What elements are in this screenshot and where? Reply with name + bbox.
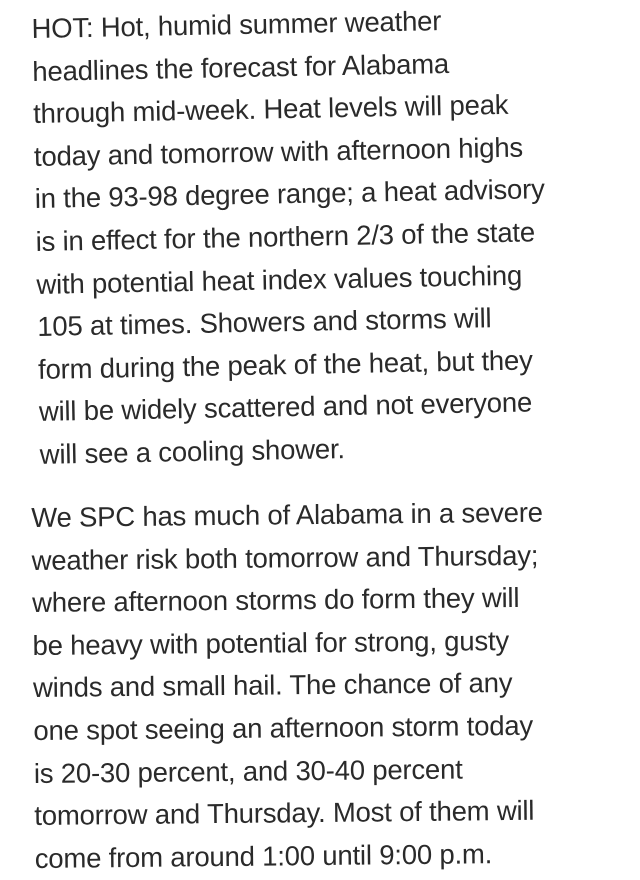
text-line: 105 at times. Showers and storms will — [36, 302, 492, 343]
text-line: will be widely scattered and not everyone — [38, 386, 533, 428]
forecast-paragraph-heat — [31, 0, 629, 476]
text-line: winds and small hail. The chance of any — [32, 666, 513, 703]
text-line: headlines the forecast for Alabama — [32, 47, 450, 87]
text-line: is 20-30 percent, and 30-40 percent — [33, 752, 463, 789]
text-line: will see a cooling shower. — [39, 432, 346, 470]
text-line: through mid-week. Heat levels will peak — [32, 89, 509, 130]
text-line: weather risk both tomorrow and Thursday; — [31, 538, 539, 576]
text-line: where afternoon storms do form they will — [31, 581, 520, 618]
text-line: with potential heat index values touching — [36, 259, 523, 300]
text-line: today and tomorrow with afternoon highs — [33, 131, 524, 172]
text-line: be heavy with potential for strong, gusty — [32, 624, 510, 661]
forecast-paragraph-storms — [31, 490, 624, 879]
text-line: form during the peak of the heat, but they — [37, 344, 533, 385]
text-line: We SPC has much of Alabama in a severe — [31, 496, 543, 533]
text-line: HOT: Hot, humid summer weather — [31, 5, 442, 44]
text-line: come from around 1:00 until 9:00 p.m. — [34, 837, 493, 874]
text-line: is in effect for the northern 2/3 of the state — [35, 216, 536, 257]
text-line: tomorrow and Thursday. Most of them will — [34, 794, 535, 831]
text-line: in the 93-98 degree range; a heat advisory — [34, 173, 545, 215]
text-line: one spot seeing an afternoon storm today — [33, 709, 534, 746]
